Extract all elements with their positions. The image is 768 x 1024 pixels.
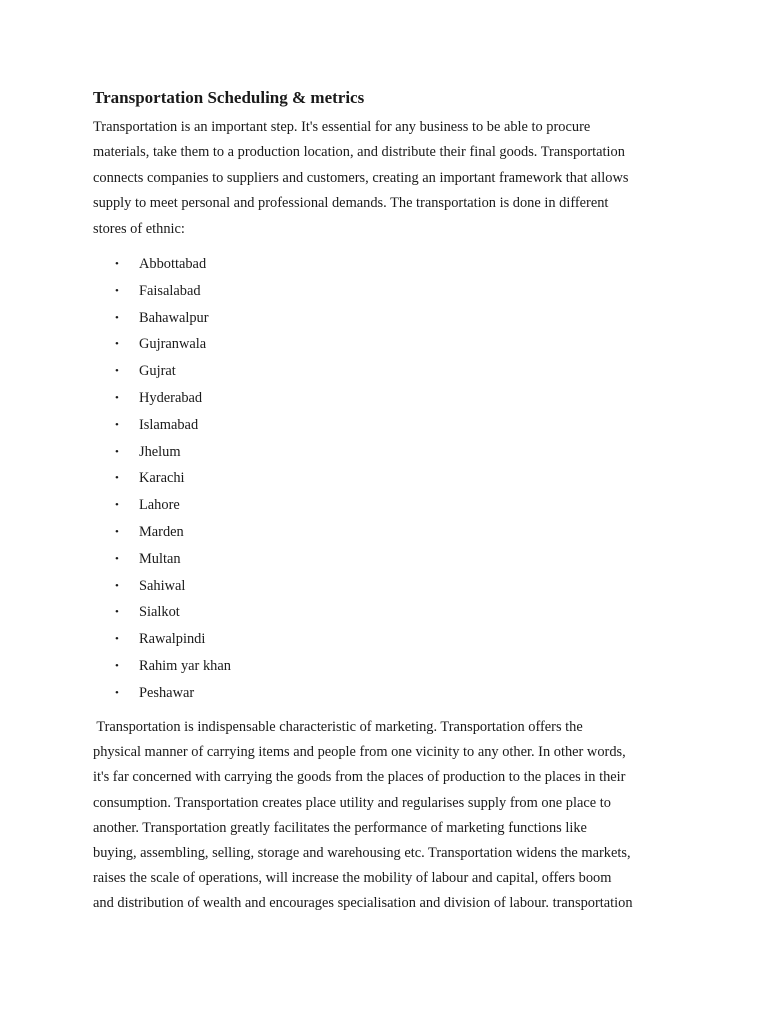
intro-paragraph <box>93 115 683 242</box>
bullet-icon: • <box>115 525 119 538</box>
list-item <box>0 385 768 412</box>
bullet-icon: • <box>115 499 119 512</box>
list-item <box>0 251 768 278</box>
bullet-icon: • <box>115 633 119 646</box>
city-name: Rahim yar khan <box>139 657 231 674</box>
intro-line: connects companies to suppliers and customers, creating an important framework that allows <box>93 169 629 186</box>
city-name: Lahore <box>139 497 180 514</box>
city-name: Sialkot <box>139 604 180 621</box>
body-line: it's far concerned with carrying the goods from the places of production to the places in their <box>93 769 626 786</box>
city-name: Multan <box>139 550 181 567</box>
bullet-icon: • <box>115 284 119 297</box>
intro-line: supply to meet personal and professional demands. The transportation is done in different <box>93 195 609 212</box>
list-item <box>0 573 768 600</box>
bullet-icon: • <box>115 311 119 324</box>
list-item <box>0 546 768 573</box>
city-name: Gujranwala <box>139 336 207 353</box>
city-name: Abbottabad <box>139 256 207 272</box>
list-item <box>0 680 768 707</box>
bullet-icon: • <box>115 418 119 431</box>
list-item <box>0 358 768 385</box>
bullet-icon: • <box>115 445 119 458</box>
list-item <box>0 412 768 439</box>
city-name: Jhelum <box>139 443 181 460</box>
intro-line: Transportation is an important step. It's essential for any business to be able to procure <box>93 119 591 135</box>
city-name: Bahawalpur <box>139 309 209 326</box>
city-name: Sahiwal <box>139 577 186 594</box>
list-item <box>0 492 768 519</box>
bullet-icon: • <box>115 606 119 619</box>
list-item <box>0 439 768 466</box>
list-item <box>0 465 768 492</box>
city-name: Rawalpindi <box>139 631 206 648</box>
bullet-icon: • <box>115 365 119 378</box>
intro-line: materials, take them to a production location, and distribute their final goods. Transportation <box>93 144 625 161</box>
bullet-icon: • <box>115 338 119 351</box>
city-name: Karachi <box>139 470 185 487</box>
body-line: and distribution of wealth and encourages specialisation and division of labour. transportation <box>93 895 633 912</box>
city-list <box>0 251 768 707</box>
body-line: another. Transportation greatly facilitates the performance of marketing functions like <box>93 819 587 836</box>
list-item <box>0 653 768 680</box>
body-line: raises the scale of operations, will increase the mobility of labour and capital, offers boom <box>93 870 612 887</box>
intro-line: stores of ethnic: <box>93 220 185 237</box>
city-name: Faisalabad <box>139 282 201 299</box>
list-item <box>0 331 768 358</box>
city-name: Marden <box>139 523 184 540</box>
city-name: Hyderabad <box>139 389 203 406</box>
body-line: buying, assembling, selling, storage and warehousing etc. Transportation widens the markets, <box>93 845 631 862</box>
list-item <box>0 599 768 626</box>
bullet-icon: • <box>115 258 119 270</box>
bullet-icon: • <box>115 552 119 565</box>
body-line: Transportation is indispensable characteristic of marketing. Transportation offers the <box>93 719 583 735</box>
bullet-icon: • <box>115 659 119 672</box>
bullet-icon: • <box>115 391 119 404</box>
city-name: Gujrat <box>139 363 176 380</box>
document-title: Transportation Scheduling & metrics <box>93 88 365 107</box>
city-name: Peshawar <box>139 684 195 701</box>
list-item <box>0 626 768 653</box>
body-line: physical manner of carrying items and people from one vicinity to any other. In other words, <box>93 744 626 761</box>
city-name: Islamabad <box>139 416 199 433</box>
bullet-icon: • <box>115 686 119 699</box>
body-paragraph <box>93 715 693 917</box>
bullet-icon: • <box>115 472 119 485</box>
list-item <box>0 305 768 332</box>
list-item <box>0 519 768 546</box>
body-line: consumption. Transportation creates place utility and regularises supply from one place to <box>93 794 611 811</box>
bullet-icon: • <box>115 579 119 592</box>
list-item <box>0 278 768 305</box>
